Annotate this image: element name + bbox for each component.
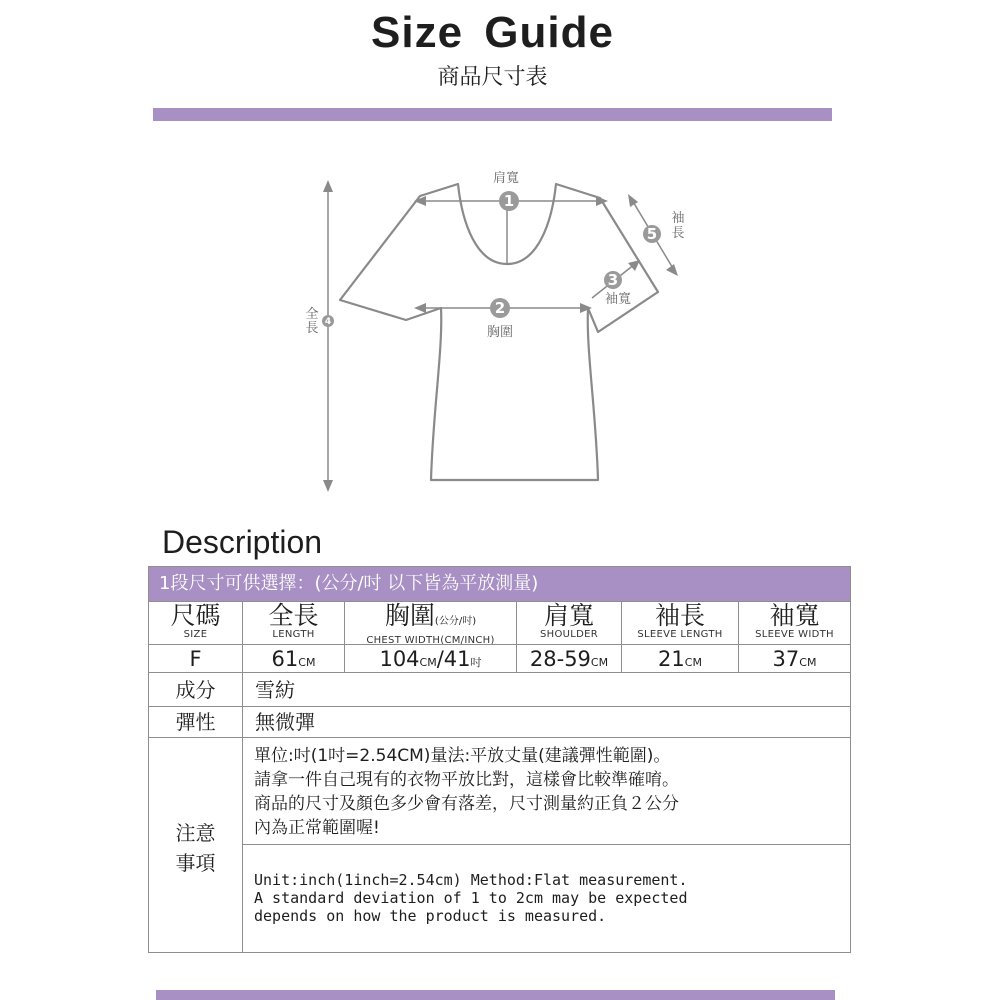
svg-text:1: 1 [503,192,515,210]
page-subtitle: 商品尺寸表 [437,65,548,90]
description-heading: Description [162,524,323,560]
marker-1 [499,191,519,211]
label-sleeve-length-1: 袖 [671,211,685,226]
header-row [149,601,850,644]
bottom-accent-bar [156,990,835,1000]
label-length-2: 長 [305,321,319,336]
value-shoulder: 28-59CM [516,645,621,673]
svg-text:3: 3 [607,271,619,289]
label-sleeve-length-2: 長 [671,226,685,241]
header-size: 尺碼 SIZE [170,601,221,640]
value-length: 61CM [242,645,344,673]
elasticity-label: 彈性 [175,710,216,734]
label-shoulder: 肩寬 [492,171,520,186]
garment-diagram [280,160,720,500]
value-size: F [189,647,202,671]
header-sleeve-width: 袖寬 SLEEVE WIDTH [738,602,850,645]
header-shoulder: 肩寬 SHOULDER [516,602,621,645]
header-chest: 胸圍(公分/吋) CHEST WIDTH(CM/INCH) [344,602,516,645]
top-accent-bar [153,108,832,121]
notes-chinese: 單位:吋(1吋=2.54CM)量法:平放丈量(建議彈性範圍)。 請拿一件自己現有的衣物平放比對，這樣會比較準確唷。 商品的尺寸及顏色多少會有落差，尺寸測量約正負２公分 內為正常範圍喔! [242,738,850,844]
marker-4 [322,315,334,327]
header-sleeve-length: 袖長 SLEEVE LENGTH [621,602,738,645]
page-title: Size Guide [371,8,614,57]
material-label: 成分 [175,678,216,702]
material-value: 雪紡 [242,673,850,707]
label-chest: 胸圍 [486,325,514,340]
label-length-1: 全 [305,307,319,322]
value-row [149,644,850,672]
marker-2 [490,298,510,318]
svg-text:2: 2 [494,299,506,317]
value-chest: 104CM/41吋 [344,645,516,673]
elasticity-value: 無微彈 [242,707,850,738]
notes-row [149,737,850,952]
notes-english: Unit:inch(1inch=2.54cm) Method:Flat measurement. A standard deviation of 1 to 2cm may be expected depends on how the product is measured. [242,844,850,953]
value-sleeve-length: 21CM [621,645,738,673]
marker-3 [604,271,622,289]
svg-text:5: 5 [646,225,658,243]
size-table [148,566,851,953]
length-arrow [323,180,333,492]
table-band: 1段尺寸可供選擇：(公分/吋 以下皆為平放測量) [149,567,850,601]
label-sleeve-width: 袖寬 [604,292,632,307]
value-sleeve-width: 37CM [738,645,850,673]
header-length: 全長 LENGTH [242,602,344,645]
marker-5 [643,225,661,243]
tshirt-outline-svg [280,160,720,500]
svg-text:4: 4 [324,317,332,327]
elasticity-row [149,706,850,737]
notes-label: 注意 事項 [175,821,216,875]
material-row [149,672,850,706]
